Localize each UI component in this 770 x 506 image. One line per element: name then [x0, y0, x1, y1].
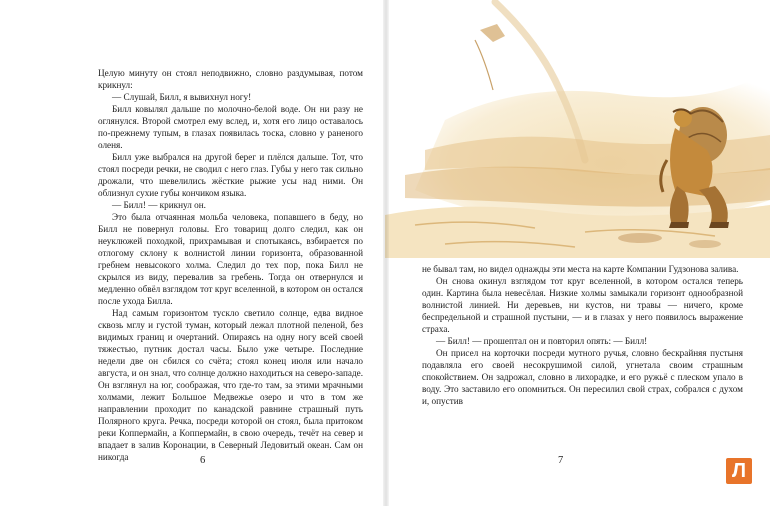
labirint-logo-icon: Л	[726, 458, 752, 484]
paragraph: не бывал там, но видел однажды эти места на карте Компании Гудзонова залива.	[422, 264, 739, 274]
paragraph: Он присел на корточки посреди мутного ручья, словно бескрайняя пустыня подавляла его своей несокрушимой силой, угнетала своим страшным спокойствием. Он задрожал, словно в лихорадке, и его ружьё с плеском упало в воду. Это заставило его опомниться. Он пересилил свой страх, собрался с духом и, опустив	[422, 348, 743, 406]
paragraph: Он снова окинул взглядом тот круг вселенной, в котором остался теперь один. Картина была невесёлая. Низкие холмы замыкали горизонт однообразной волнистой линией. Ни деревьев, ни кустов, ни травы — ничего, кроме беспредельной и страшной пустыни, — и в глазах у него появилось выражение страха.	[422, 276, 743, 334]
book-gutter	[383, 0, 389, 506]
paragraph: — Билл! — прошептал он и повторил опять: — Билл!	[436, 336, 648, 346]
left-page-text	[98, 67, 363, 463]
right-page-text	[422, 263, 743, 407]
right-page	[385, 0, 770, 506]
paragraph: — Билл! — крикнул он.	[112, 200, 206, 210]
illustration-traveler-in-stream	[385, 0, 770, 258]
page-number-left: 6	[200, 455, 206, 466]
page-number-right: 7	[558, 455, 564, 466]
paragraph: Над самым горизонтом тускло светило солнце, едва видное сквозь мглу и густой туман, который лежал плотной пеленой, без видимых границ и очертаний. Опираясь на одну ногу всей своей тяжестью, путник достал часы. Было уже четыре. Последние недели две он сбился со счёта; стоял конец июля или начало августа, и он знал, что солнце должно находиться на северо-западе. Он взглянул на юг, соображая, что где-то там, за этими мрачными холмами, лежит Большое Медвежье озеро и что в том же направлении проходит по канадской равнине страшный путь Полярного круга. Речка, посреди которой он стоял, была притоком реки Коппермайн, а Коппермайн, в свою очередь, течёт на север и впадает в залив Коронации, в Северный Ледовитый океан. Сам он никогда	[98, 308, 363, 462]
paragraph: Билл уже выбрался на другой берег и плёлся дальше. Тот, что стоял посреди речки, не сводил с него глаз. Губы у него так сильно дрожали, что шевелились жёсткие рыжие усы над ними. Он облизнул сухие губы кончиком языка.	[98, 152, 363, 198]
paragraph: Билл ковылял дальше по молочно-белой воде. Он ни разу не оглянулся. Второй смотрел ему вслед, и, хотя его лицо оставалось по-прежнему тупым, в глазах появилась тоска, словно у раненого оленя.	[98, 104, 363, 150]
paragraph: Это была отчаянная мольба человека, попавшего в беду, но Билл не повернул головы. Его товарищ долго следил, как он неуклюжей походкой, прихрамывая и спотыкаясь, взбирается по отлогому склону к волнистой линии горизонта, образованной гребнем невысокого холма. Следил до тех пор, пока Билл не скрылся из виду, перевалив за гребень. Тогда он отвернулся и медленно обвёл взглядом тот круг вселенной, в котором он остался после ухода Билла.	[98, 212, 363, 306]
paragraph: Целую минуту он стоял неподвижно, словно раздумывая, потом крикнул:	[98, 68, 363, 90]
paragraph: — Слушай, Билл, я вывихнул ногу!	[112, 92, 252, 102]
